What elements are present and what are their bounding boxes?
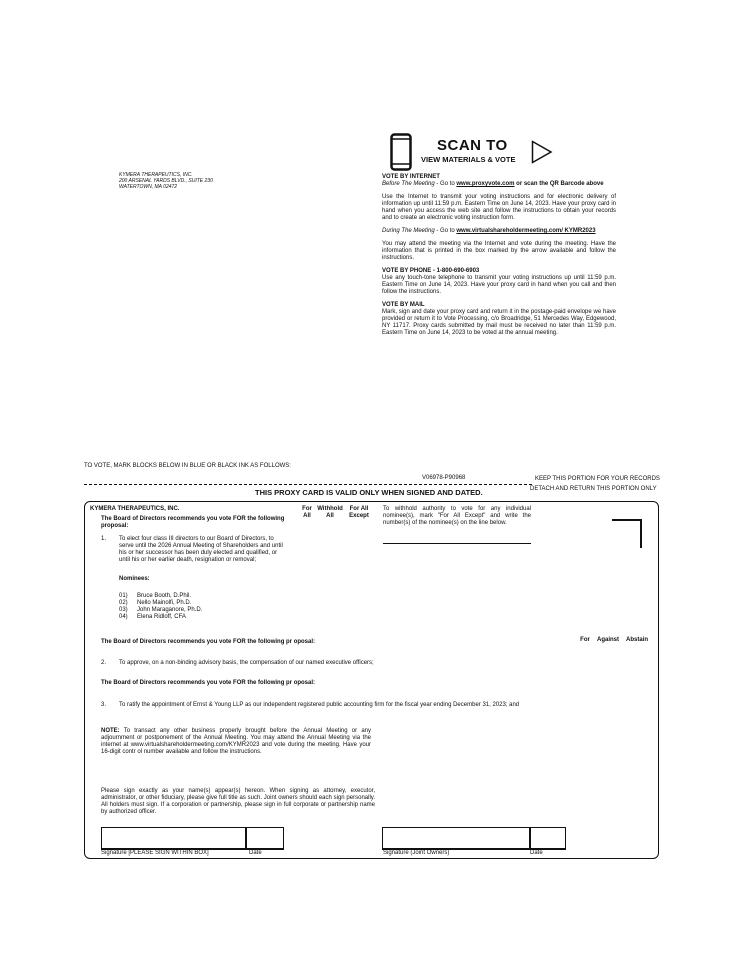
phone-icon xyxy=(390,133,412,176)
mail-heading: VOTE BY MAIL xyxy=(382,302,425,308)
scan-subtitle: VIEW MATERIALS & VOTE xyxy=(421,155,516,164)
note-paragraph xyxy=(101,728,371,756)
proposal-2-text: To approve, on a non-binding advisory basis, the compensation of our named executive officers; xyxy=(119,660,374,666)
internet-during-line xyxy=(382,228,616,235)
proposal-2-number: 2. xyxy=(101,660,107,666)
return-address-line2: WATERTOWN, MA 02472 xyxy=(119,184,178,190)
mail-text: Mark, sign and date your proxy card and return it in the postage-paid envelope we have provided or return it to Vote Processing, c/o Broadridge, 51 Mercedes Way, Edgewood, NY 11717. Proxy cards submitted by mail must be received no later than 11:59 p.m. Eastern Time on June 14, 2023 to be voted at the annual meeting. xyxy=(382,309,616,336)
during-text: - Go to xyxy=(434,228,457,234)
nominee-item: 03) John Maraganore, Ph.D. xyxy=(119,607,203,613)
signature-label: Signature [PLEASE SIGN WITHIN BOX] xyxy=(101,850,209,856)
arrow-icon xyxy=(531,140,553,169)
scan-title: SCAN TO xyxy=(437,137,508,154)
during-meeting-label: During The Meeting xyxy=(382,228,435,234)
note-text: To transact any other business properly brought before the Annual Meeting or any adjournment or postponement of the Annual Meeting. You may attend the Annual Meeting via the internet at www.virtualshareholdermeeting.com/KYMR2023 and vote during the meeting. Have your 16-digit contr ol number available and follow the instructions. xyxy=(101,728,371,755)
nominees-label: Nominees: xyxy=(119,576,150,582)
nominee-list xyxy=(119,593,202,621)
card-company: KYMERA THERAPEUTICS, INC. xyxy=(90,506,180,512)
internet-heading: VOTE BY INTERNET xyxy=(382,174,440,180)
nominee-item: 02) Nello Mainolfi, Ph.D. xyxy=(119,600,192,606)
proxyvote-link[interactable]: www.proxyvote.com xyxy=(456,181,515,187)
phone-text: Use any touch-tone telephone to transmit your voting instructions up until 11:59 p.m. Eastern Time on June 14, 2023. Have your proxy card in hand when you call and then follow the instructions. xyxy=(382,275,616,295)
nominee-item: 04) Elena Ridloff, CFA xyxy=(119,614,186,620)
sign-instructions: Please sign exactly as your name(s) appear(s) hereon. When signing as attorney, executor, administrator, or other fiduciary, please give full title as such. Joint owners should each sign personally. All holders must sign. If a corporation or partnership, please sign in full corporate or partnership name by authorized officer. xyxy=(101,788,375,815)
mark-instruction: TO VOTE, MARK BLOCKS BELOW IN BLUE OR BLACK INK AS FOLLOWS: xyxy=(84,463,291,469)
date-box[interactable] xyxy=(246,827,284,849)
col-for-all: For All xyxy=(302,506,312,519)
keep-portion-text: KEEP THIS PORTION FOR YOUR RECORDS xyxy=(535,476,660,482)
board-recommendation-3: The Board of Directors recommends you vote FOR the following pr oposal: xyxy=(101,680,316,686)
col-for: For xyxy=(580,637,590,643)
detach-portion-text: DETACH AND RETURN THIS PORTION ONLY xyxy=(530,486,657,492)
return-address-line1: 200 ARSENAL YARDS BLVD., SUITE 230 xyxy=(119,178,213,184)
joint-signature-box[interactable] xyxy=(382,827,530,849)
proposal-1-number: 1. xyxy=(101,536,107,542)
proposal-3-text: To ratify the appointment of Ernst & Young LLP as our independent registered public accounting firm for the fiscal year ending December 31, 2023; and xyxy=(119,702,520,708)
proposal-1-text: To elect four class III directors to our Board of Directors, to serve until the 2026 Annual Meeting of Shareholders and until his or her successor has been duly elected and qualified, or until his or her earlier death, resignation or removal; xyxy=(119,536,283,563)
board-recommendation-1: The Board of Directors recommends you vote FOR the following proposal: xyxy=(101,516,285,529)
nominee-item: 01) Bruce Booth, D.Phil. xyxy=(119,593,192,599)
return-address xyxy=(119,172,239,190)
joint-date-box[interactable] xyxy=(530,827,566,849)
valid-notice: THIS PROXY CARD IS VALID ONLY WHEN SIGNED AND DATED. xyxy=(255,488,483,497)
virtual-meeting-link[interactable]: www.virtualshareholdermeeting.com/ KYMR2023 xyxy=(456,228,596,234)
before-meeting-label: Before The Meeting xyxy=(382,181,435,187)
corner-mark xyxy=(612,519,642,548)
before-text-b: or scan the QR Barcode above xyxy=(514,181,604,187)
voting-instructions xyxy=(382,174,616,337)
phone-heading: VOTE BY PHONE - 1-800-690-6903 xyxy=(382,268,480,274)
board-recommendation-2: The Board of Directors recommends you vote FOR the following pr oposal: xyxy=(101,639,316,645)
detach-line xyxy=(84,484,532,485)
proposal-3-number: 3. xyxy=(101,702,107,708)
return-address-company: KYMERA THERAPEUTICS, INC. xyxy=(119,172,193,178)
proxy-card xyxy=(84,501,659,859)
joint-date-label: Date xyxy=(530,850,543,856)
internet-before-line xyxy=(382,181,616,188)
control-code: V06978-P90968 xyxy=(422,475,466,481)
col-against: Against xyxy=(596,637,619,643)
note-label: NOTE: xyxy=(101,728,120,734)
col-withhold-all: Withhold All xyxy=(317,506,343,519)
internet-paragraph2: You may attend the meeting via the Internet and vote during the meeting. Have the information that is printed in the box marked by the arrow available and follow the instructions. xyxy=(382,241,616,261)
nominee-number-line[interactable] xyxy=(383,543,531,544)
before-text-a: - Go to xyxy=(434,181,457,187)
withhold-instructions: To withhold authority to vote for any individual nominee(s), mark "For All Except" and write the number(s) of the nominee(s) on the line below. xyxy=(383,506,531,526)
col-abstain: Abstain xyxy=(625,637,648,643)
joint-signature-label: Signature (Joint Owners) xyxy=(383,850,450,856)
signature-box[interactable] xyxy=(101,827,246,849)
internet-paragraph1: Use the Internet to transmit your voting instructions and for electronic delivery of information up until 11:59 p.m. Eastern Time on June 14, 2023. Have your proxy card in hand when you access the web site and follow the instructions to obtain your records and to create an electronic voting instruction form. xyxy=(382,194,616,221)
col-for-all-except: For All Except xyxy=(349,506,369,519)
date-label: Date xyxy=(249,850,262,856)
